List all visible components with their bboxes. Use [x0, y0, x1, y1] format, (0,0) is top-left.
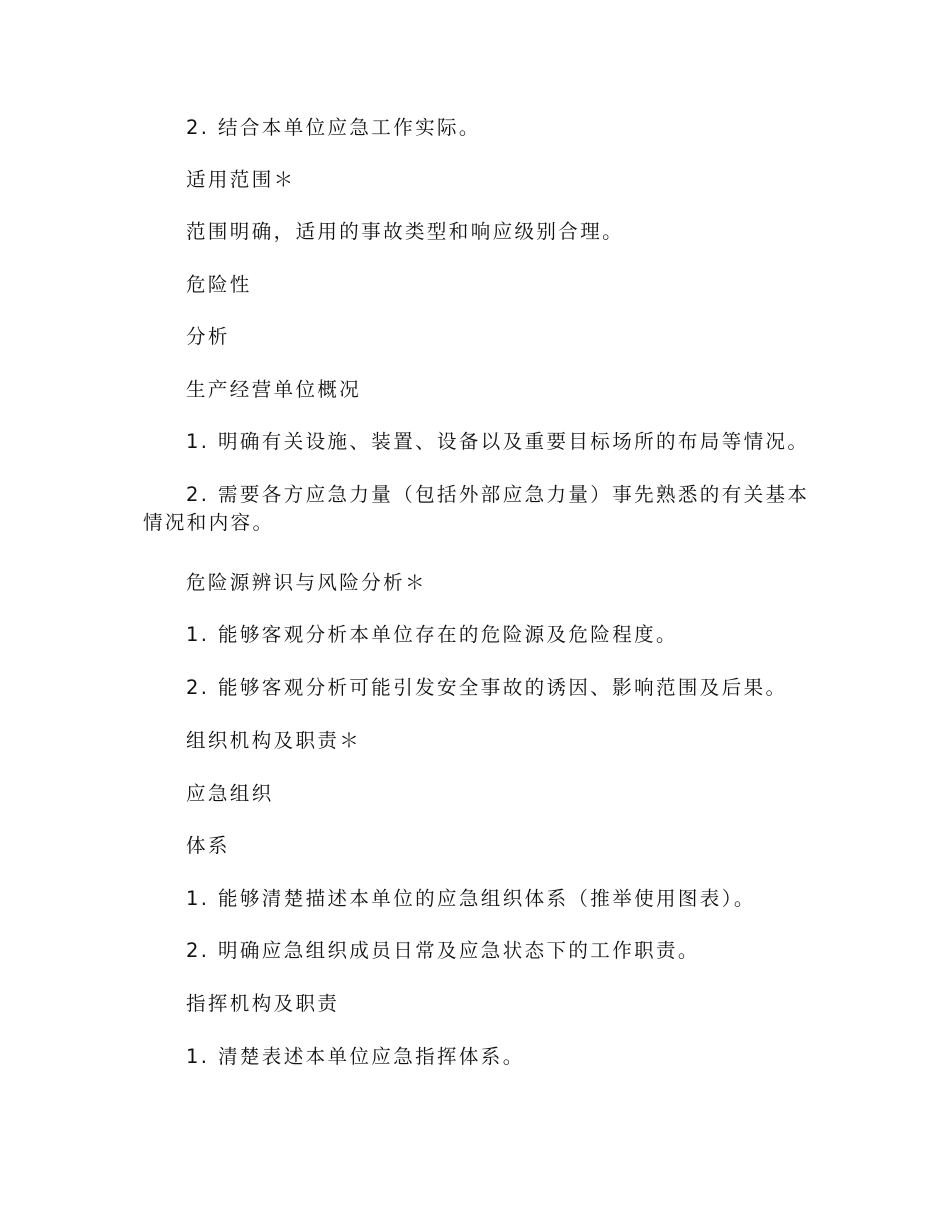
paragraph-9: 危险源辨识与风险分析＊ [186, 571, 427, 594]
paragraph-1: 2. 结合本单位应急工作实际。 [186, 116, 481, 139]
paragraph-14: 体系 [186, 834, 230, 857]
paragraph-18: 1. 清楚表述本单位应急指挥体系。 [186, 1045, 525, 1068]
paragraph-17: 指挥机构及职责 [186, 992, 340, 1015]
paragraph-11: 2. 能够客观分析可能引发安全事故的诱因、影响范围及后果。 [186, 676, 788, 699]
paragraph-2: 适用范围＊ [186, 168, 296, 191]
paragraph-16: 2. 明确应急组织成员日常及应急状态下的工作职责。 [186, 939, 700, 962]
paragraph-8: 2. 需要各方应急力量（包括外部应急力量）事先熟悉的有关基本情况和内容。 [143, 483, 810, 534]
paragraph-15: 1. 能够清楚描述本单位的应急组织体系（推举使用图表）。 [186, 887, 756, 910]
paragraph-5: 分析 [186, 325, 230, 348]
paragraph-12: 组织机构及职责＊ [186, 729, 362, 752]
paragraph-6: 生产经营单位概况 [186, 378, 362, 401]
paragraph-10: 1. 能够客观分析本单位存在的危险源及危险程度。 [186, 623, 678, 646]
paragraph-3: 范围明确，适用的事故类型和响应级别合理。 [186, 220, 625, 243]
paragraph-4: 危险性 [186, 273, 252, 296]
paragraph-13: 应急组织 [186, 782, 274, 805]
paragraph-7: 1. 明确有关设施、装置、设备以及重要目标场所的布局等情况。 [186, 430, 810, 453]
